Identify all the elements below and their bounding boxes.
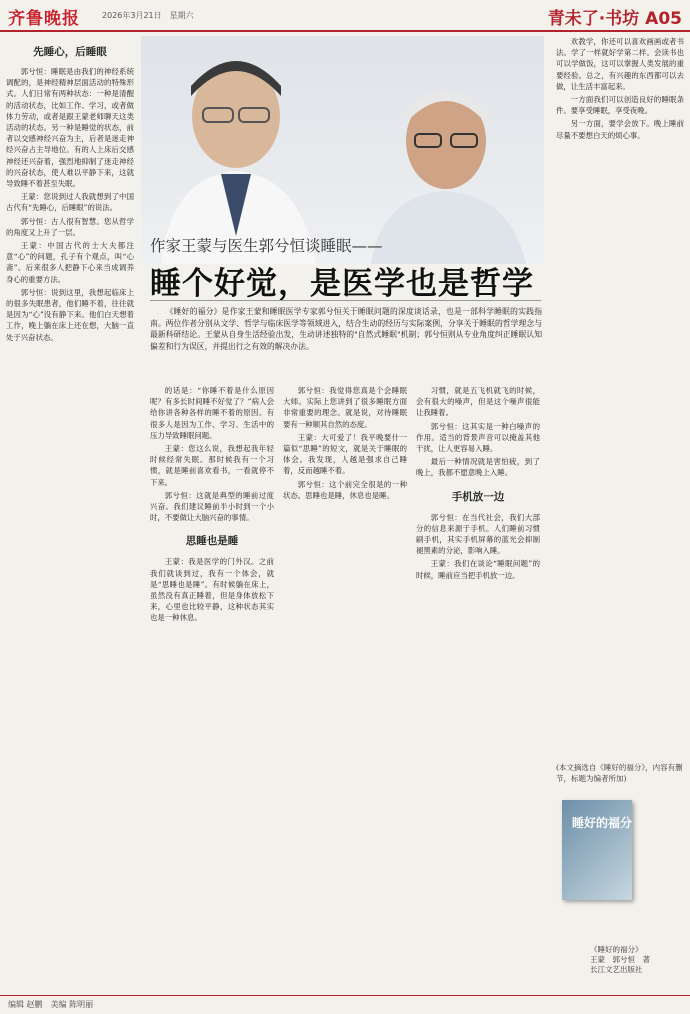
editor-credits: 编辑 赵鹏 美编 陈明丽 — [8, 1000, 94, 1009]
section-heading: 手机放一边 — [451, 490, 505, 503]
headline-title: 睡个好觉，是医学也是哲学 — [150, 266, 534, 302]
paragraph: 郭兮恒：这其实是一种白噪声的作用。适当的背景声音可以掩盖其他干扰，让人更容易入睡。 — [416, 421, 540, 454]
paragraph: 习惯，就是五飞机就飞的时候，会有很大的噪声，但是这个噪声很能让我睡着。 — [416, 386, 540, 418]
book-cover-title: 睡好的福分 — [572, 816, 633, 830]
page-footer — [0, 995, 690, 1014]
paragraph: 郭兮恒：古人很有智慧。您从哲学的角度又上升了一层。 — [6, 216, 134, 237]
section-label: 青未了·书坊 A05 — [547, 9, 682, 29]
left-subhead: 先睡心，后睡眼 — [33, 46, 107, 58]
book-cover — [562, 800, 632, 900]
paragraph: 一方面我们可以创造良好的睡眠条件。要享受睡眠，享受夜晚。 — [556, 95, 684, 116]
author-portraits-image — [141, 36, 544, 264]
left-column — [6, 66, 134, 971]
right-column — [556, 36, 684, 798]
paragraph: 王蒙：大可爱了！我平晚要什一篇似“思睡”的短文，就是关于睡眠的体会。我发现，人越是强求自己睡着，反而越睡不着。 — [283, 432, 407, 476]
paragraph: 欢教学，你还可以喜欢画画或者书法。学了一样就好学第二样。会读书也可以学做饭，这可以掌握人类发展的重要经验。总之，有兴趣的东西都可以去做，让生活丰富起来。 — [556, 37, 684, 91]
issue-date: 2026年3月21日 星期六 — [102, 11, 194, 20]
middle-column-2 — [283, 385, 407, 975]
paragraph: 的话是：“你睡不着是什么原因呢？有多长时间睡不好觉了？”病人会给你讲各种各样的睡不着的原因。有很多人是因为工作、学习、生活中的压力导致睡眠问题。 — [150, 386, 274, 440]
paragraph: 最后一种情况就是害怕疲，到了晚上，我都不愿意晚上入睡。 — [416, 457, 540, 478]
paragraph: 郭兮恒：这个前完全很是的一种状态。思睡也是睡，休息也是睡。 — [283, 479, 407, 500]
book-caption-publisher: 长江文艺出版社 — [590, 965, 643, 974]
book-caption — [590, 945, 685, 975]
author-photos — [141, 36, 544, 264]
book-caption-authors: 王蒙 郭兮恒 著 — [590, 955, 650, 964]
paragraph: 郭兮恒：说到这里，我想起临床上的很多失眠患者，他们睡不着，往往就是因为“心”没有静下来。他们白天想着工作，晚上躺在床上还在想，大脑一直处于兴奋状态。 — [6, 287, 134, 342]
divider — [150, 300, 541, 301]
paragraph: 郭兮恒：睡眠是由我们的神经系统调配的，是神经精神层面活动的特殊形式。人们日常有两种状态：一种是清醒的活动状态，比如工作、学习，或者做体力劳动，或者是跟王蒙老师聊天这类活动的状态。另一种是睡觉的状态，前者以交感神经兴奋为主，后者是迷走神经兴奋占主导地位。有的人上床后交感神经还兴奋着，强烈地抑制了迷走神经的兴奋状态，使人难以平静下来，这就导致睡不着甚至失眠。 — [6, 67, 134, 189]
middle-column-1 — [150, 385, 274, 975]
masthead: 齐鲁晚报 — [8, 9, 80, 29]
book-caption-title: 《睡好的福分》 — [590, 945, 643, 954]
paragraph: 郭兮恒：我觉得您真是个会睡眠大师。实际上您讲到了很多睡眠方面非常重要的理念。就是说，对待睡眠要有一种顺其自然的态度。 — [283, 386, 407, 429]
headline-kicker: 作家王蒙与医生郭兮恒谈睡眠—— — [150, 237, 383, 255]
middle-column-3 — [416, 385, 540, 975]
lead-paragraph: 《睡好的福分》是作家王蒙和睡眠医学专家郭兮恒关于睡眠问题的深度谈话录，也是一部科学睡眠的实践指南。两位作者分别从文学、哲学与临床医学等领域进入，结合生动的经历与实际案例，分享关于睡眠的哲学理念与最新科研结论。王蒙从自身生活经验出发，生动讲述独特的"自然式睡眠"机制；郭兮恒则从专业角度纠正睡眠认知偏差和行为误区，并提出行之有效的解决办法。 — [150, 307, 542, 351]
paragraph: 王蒙：我们在谈论“睡眠问题”的时候，睡前应当把手机放一边。 — [416, 559, 540, 580]
section-heading: 思睡也是睡 — [185, 535, 239, 548]
paragraph: 王蒙：您这么说，我想起我年轻时候经常失眠。那时候我有一个习惯，就是睡前喜欢看书，一看就停不下来。 — [150, 444, 274, 487]
paragraph: 郭兮恒：在当代社会，我们大部分的信息来源于手机。人们睡前习惯刷手机，其实手机屏幕的蓝光会抑制褪黑素的分泌，影响入睡。 — [416, 512, 540, 556]
paragraph: 王蒙：我是医学的门外汉。之前我们就谈到过，我有一个体会，就是“思睡也是睡”。有时候躺在床上，虽然没有真正睡着，但是身体放松下来，心里也比较平静，这种状态其实也是一种休息。 — [150, 557, 274, 623]
paragraph: 王蒙：您说到过人我就想到了中国古代有“先睡心，后睡眼”的说法。 — [6, 192, 134, 213]
paragraph: 另一方面，要学会放下。晚上睡前尽量不要想白天的烦心事。 — [556, 119, 684, 140]
paragraph: 王蒙：中国古代的士大夫都注意“心”的问题，孔子有个观点，叫“心斋”。后来很多人把静下心来当成调养身心的重要方法。 — [6, 241, 134, 284]
page-header — [0, 0, 690, 32]
paragraph: 郭兮恒：这就是典型的睡前过度兴奋。我们建议睡前半小时到一个小时，不要做让大脑兴奋的事情。 — [150, 490, 274, 523]
excerpt-note: (本文摘选自《睡好的福分》，内容有删节，标题为编者所加) — [556, 763, 683, 783]
